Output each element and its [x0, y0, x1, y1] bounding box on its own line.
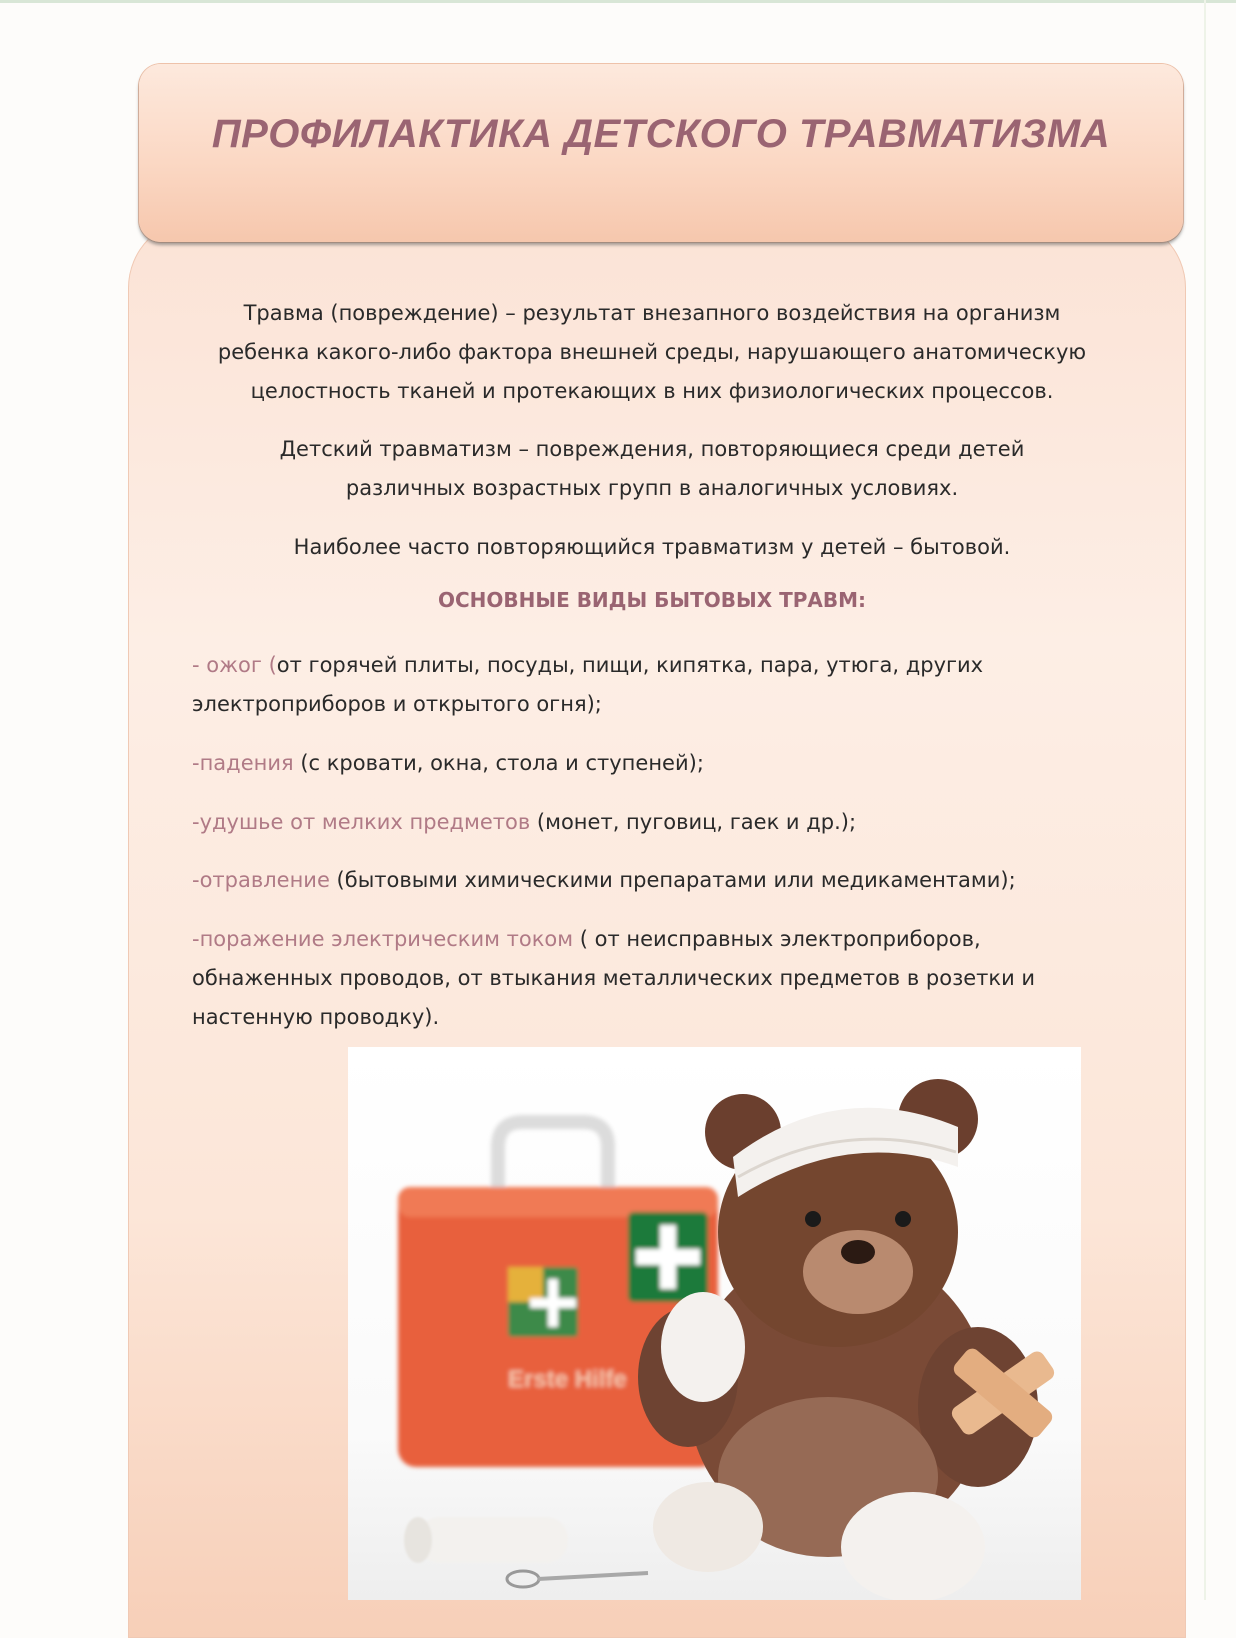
item-text: ( от неисправных электроприборов,	[573, 927, 981, 951]
bandage-roll-icon	[404, 1517, 568, 1563]
kit-label: Erste Hilfe	[508, 1366, 627, 1393]
teddy-bear-photo	[348, 1047, 1081, 1600]
item-text: (бытовыми химическими препаратами или медикаментами);	[329, 868, 1016, 892]
item-text: настенную проводку).	[192, 1005, 440, 1029]
item-text: (монет, пуговиц, гаек и др.);	[530, 810, 857, 834]
item-text: (с кровати, окна, стола и ступеней);	[293, 751, 704, 775]
section-heading: ОСНОВНЫЕ ВИДЫ БЫТОВЫХ ТРАВМ:	[437, 588, 867, 612]
text-line: целостность тканей и протекающих в них физиологических процессов.	[250, 379, 1054, 403]
paragraph-child-injury	[192, 430, 1112, 508]
item-text: от горячей плиты, посуды, пищи, кипятка, пара, утюга, других	[276, 653, 984, 677]
item-text: обнаженных проводов, от втыкания металлических предметов в розетки и	[192, 966, 1036, 990]
list-item-burn	[192, 646, 1092, 724]
item-keyword: -падения	[192, 751, 294, 775]
photo-illustration	[348, 1047, 1081, 1600]
arm-bandage-icon	[661, 1292, 745, 1402]
item-text: электроприборов и открытого огня);	[192, 692, 602, 716]
page-title: ПРОФИЛАКТИКА ДЕТСКОГО ТРАВМАТИЗМА	[211, 112, 1111, 156]
list-item-choke	[192, 803, 1092, 842]
list-item-electric-shock	[192, 920, 1092, 1037]
paragraph-household	[192, 528, 1112, 567]
item-keyword: -поражение электрическим током	[192, 927, 574, 951]
scissors-icon	[507, 1571, 648, 1587]
text-line: Наиболее часто повторяющийся травматизм у детей – бытовой.	[293, 535, 1011, 559]
text-line: Детский травматизм – повреждения, повторяющиеся среди детей	[279, 437, 1025, 461]
text-line: различных возрастных групп в аналогичных условиях.	[345, 476, 959, 500]
right-border-line	[1204, 0, 1206, 1600]
item-keyword: - ожог (	[192, 653, 277, 677]
item-keyword: -отравление	[192, 868, 330, 892]
paragraph-injury-definition	[192, 294, 1112, 411]
top-border-line	[0, 0, 1236, 3]
text-line: Травма (повреждение) – результат внезапного воздействия на организм	[243, 301, 1061, 325]
text-line: ребенка какого-либо фактора внешней среды, нарушающего анатомическую	[217, 340, 1087, 364]
list-item-fall	[192, 744, 1092, 783]
item-keyword: -удушье от мелких предметов	[192, 810, 531, 834]
list-item-poison	[192, 861, 1092, 900]
